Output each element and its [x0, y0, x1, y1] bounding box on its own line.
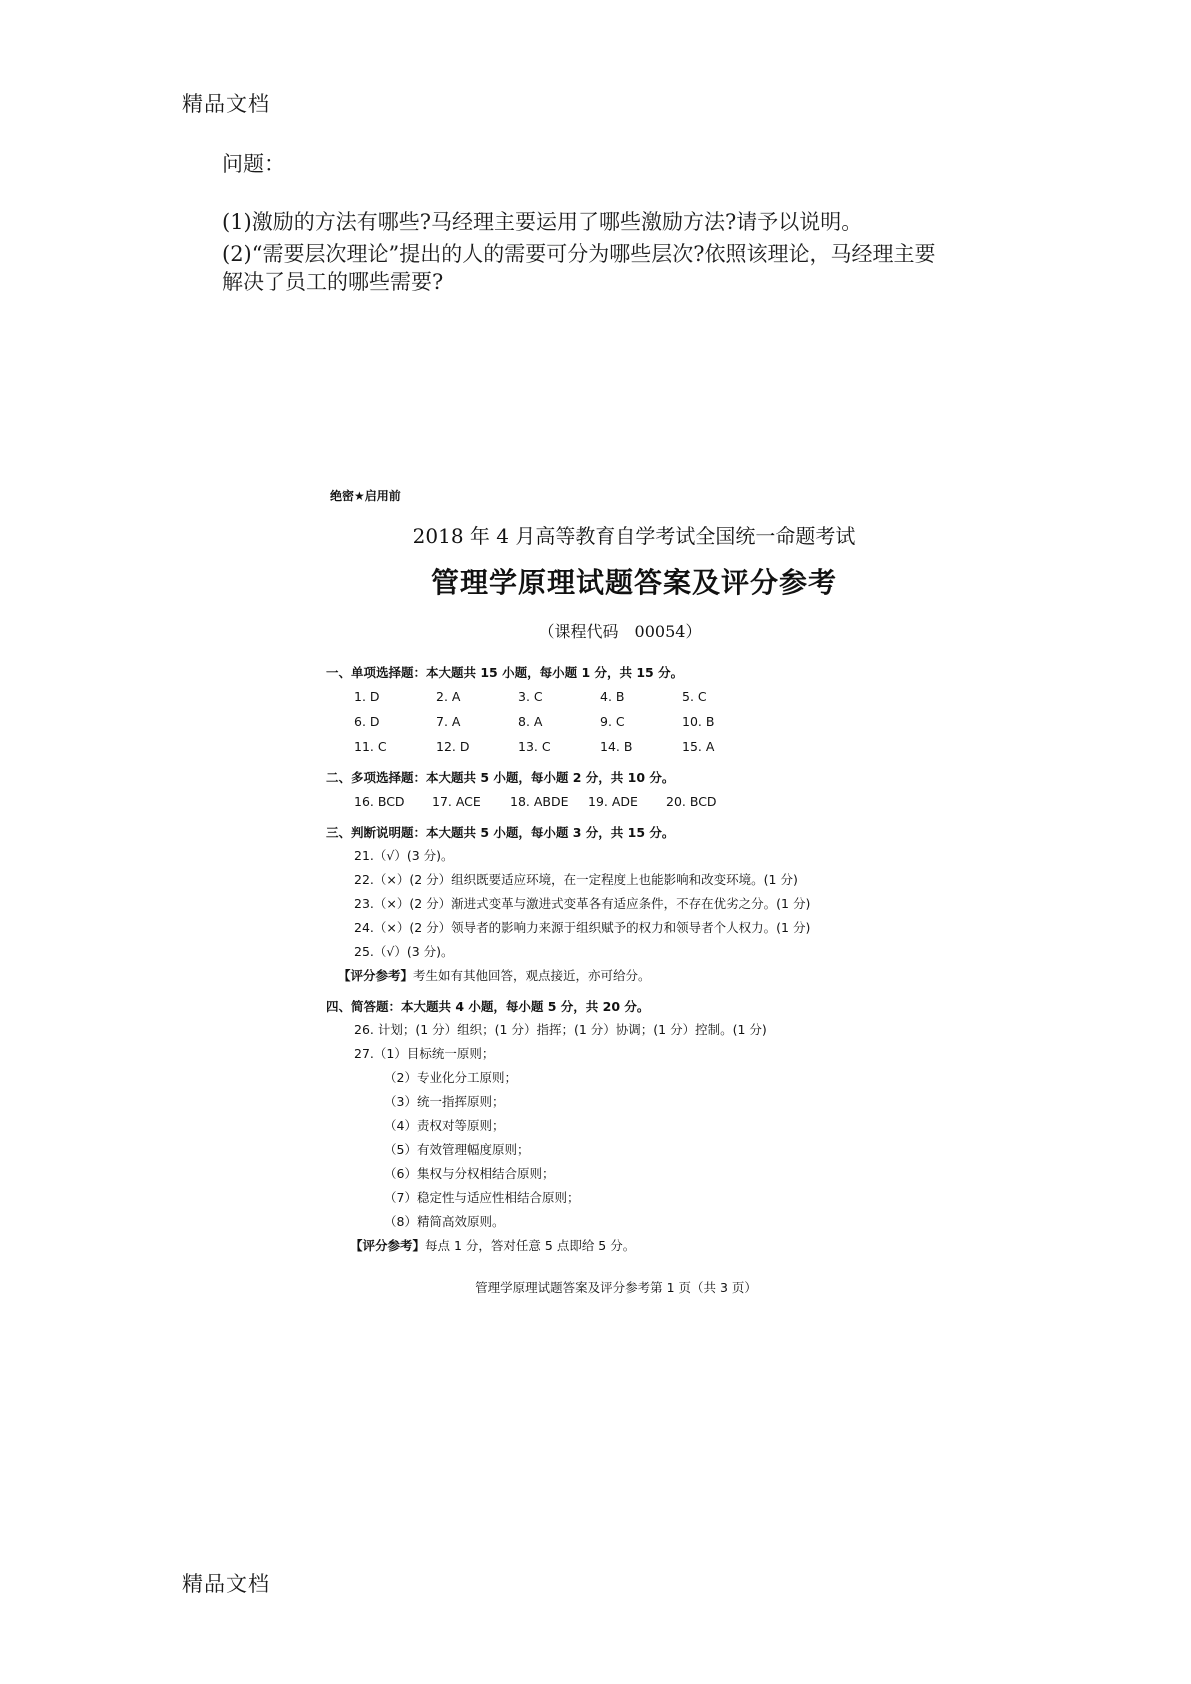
short-answer-27-item: （8）精简高效原则。	[384, 1214, 505, 1229]
answer-item: 9. C	[600, 714, 625, 729]
judge-answer-23: 23.（×）(2 分）渐进式变革与激进式变革各有适应条件，不存在优劣之分。(1 分)	[354, 896, 811, 911]
judge-answer-22: 22.（×）(2 分）组织既要适应环境，在一定程度上也能影响和改变环境。(1 分)	[354, 872, 798, 887]
scoring-ref-text: 每点 1 分，答对任意 5 点即给 5 分。	[425, 1238, 636, 1253]
secret-label: 绝密★启用前	[330, 489, 401, 503]
answer-item: 18. ABDE	[510, 794, 569, 809]
answer-item: 15. A	[682, 739, 715, 754]
short-answer-27-item: （5）有效管理幅度原则；	[384, 1142, 530, 1157]
section-multiple-choice-heading: 二、多项选择题：本大题共 5 小题，每小题 2 分，共 10 分。	[326, 770, 675, 785]
scoring-ref-text: 考生如有其他回答，观点接近，亦可给分。	[413, 968, 651, 983]
answer-item: 20. BCD	[666, 794, 717, 809]
short-answer-26: 26. 计划；(1 分）组织；(1 分）指挥；(1 分）协调；(1 分）控制。(1 分)	[354, 1022, 767, 1037]
scoring-ref-label: 【评分参考】	[350, 1238, 426, 1253]
short-answer-27: 27.（1）目标统一原则；	[354, 1046, 495, 1061]
question-label: 问题：	[222, 152, 285, 176]
question-item-2: (2)“需要层次理论”提出的人的需要可分为哪些层次?依照该理论，马经理主要	[222, 242, 936, 266]
judge-answer-21: 21.（√）(3 分)。	[354, 848, 454, 863]
exam-title: 2018 年 4 月高等教育自学考试全国统一命题考试	[412, 524, 856, 548]
multiple-choice-answers	[354, 789, 886, 814]
answer-item: 12. D	[436, 739, 470, 754]
question-block	[222, 150, 1022, 296]
short-answer-27-item: （4）责权对等原则；	[384, 1118, 505, 1133]
section-single-choice-heading: 一、单项选择题：本大题共 15 小题，每小题 1 分，共 15 分。	[326, 665, 684, 680]
answer-item: 16. BCD	[354, 794, 405, 809]
section-short-answer-heading: 四、简答题：本大题共 4 小题，每小题 5 分，共 20 分。	[326, 999, 650, 1014]
answer-item: 19. ADE	[588, 794, 638, 809]
short-scoring-note	[350, 1234, 886, 1258]
answer-item: 13. C	[518, 739, 551, 754]
answer-main-title: 管理学原理试题答案及评分参考	[430, 566, 837, 599]
judge-answer-24: 24.（×）(2 分）领导者的影响力来源于组织赋予的权力和领导者个人权力。(1 分)	[354, 920, 811, 935]
question-item-1: (1)激励的方法有哪些?马经理主要运用了哪些激励方法?请予以说明。	[222, 210, 863, 234]
answer-item: 8. A	[518, 714, 543, 729]
short-answer-27-item: （3）统一指挥原则；	[384, 1094, 505, 1109]
section-judge-heading: 三、判断说明题：本大题共 5 小题，每小题 3 分，共 15 分。	[326, 825, 675, 840]
single-choice-answers	[354, 684, 886, 759]
answer-item: 3. C	[518, 689, 543, 704]
short-answer-27-item: （6）集权与分权相结合原则；	[384, 1166, 555, 1181]
answer-item: 14. B	[600, 739, 633, 754]
judge-answer-25: 25.（√）(3 分)。	[354, 944, 454, 959]
answer-item: 1. D	[354, 689, 380, 704]
scoring-ref-label: 【评分参考】	[338, 968, 414, 983]
answer-item: 5. C	[682, 689, 707, 704]
answer-item: 11. C	[354, 739, 387, 754]
short-answer-27-item: （2）专业化分工原则；	[384, 1070, 517, 1085]
question-item-2-cont: 解决了员工的哪些需要?	[222, 270, 444, 294]
answer-item: 4. B	[600, 689, 625, 704]
watermark-top: 精品文档	[182, 92, 270, 116]
answer-item: 6. D	[354, 714, 380, 729]
answer-sheet-scan	[326, 487, 886, 1296]
answer-item: 2. A	[436, 689, 461, 704]
course-code: （课程代码 00054）	[538, 622, 702, 641]
judge-scoring-note	[338, 964, 886, 988]
short-answer-27-item: （7）稳定性与适应性相结合原则；	[384, 1190, 580, 1205]
answer-item: 10. B	[682, 714, 715, 729]
answer-item: 7. A	[436, 714, 461, 729]
page-footer: 管理学原理试题答案及评分参考第 1 页（共 3 页）	[475, 1280, 757, 1295]
answer-item: 17. ACE	[432, 794, 481, 809]
watermark-bottom: 精品文档	[182, 1572, 270, 1596]
